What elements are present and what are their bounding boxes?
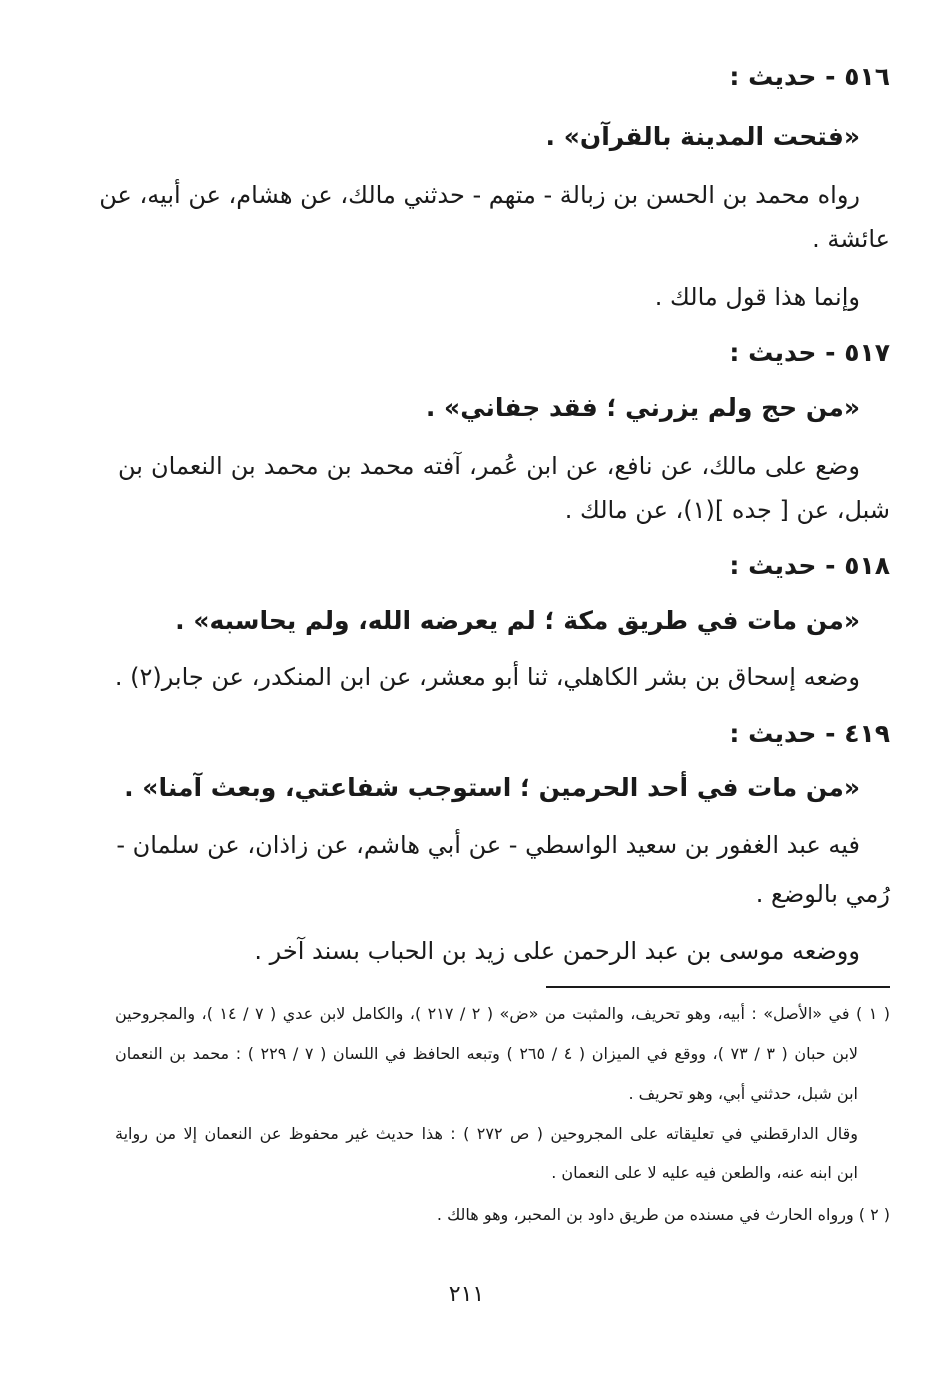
hadith-518-narration-line-1: وضعه إسحاق بن بشر الكاهلي، ثنا أبو معشر، عن ابن المنكدر، عن جابر(٢) . — [114, 663, 860, 691]
hadith-519-comment: ووضعه موسى بن عبد الرحمن على زيد بن الحباب بسند آخر . — [254, 937, 860, 965]
hadith-519-narration-line-2: رُمي بالوضع . — [755, 880, 890, 908]
hadith-516-narration-line-1: رواه محمد بن الحسن بن زبالة - متهم - حدثني مالك، عن هشام، عن أبيه، عن — [99, 181, 860, 209]
hadith-519-heading: ٤١٩ - حديث : — [729, 719, 890, 748]
footnote-1-line-2: لابن حبان ( ٣ / ٧٣ )، ووقع في الميزان ( ٤ / ٢٦٥ ) وتبعه الحافظ في اللسان ( ٧ / ٢٢٩ ) : محمد بن النعمان — [115, 1044, 859, 1063]
hadith-517-narration-line-2: شبل، عن [ جده ](١)، عن مالك . — [564, 496, 890, 524]
footnote-1-line-4: وقال الدارقطني في تعليقاته على المجروحين ( ص ٢٧٢ ) : هذا حديث غير محفوظ عن النعمان إلا من رواية — [115, 1124, 858, 1143]
hadith-516-heading: ٥١٦ - حديث : — [729, 62, 890, 91]
hadith-516-comment: وإنما هذا قول مالك . — [654, 283, 860, 311]
hadith-518-heading: ٥١٨ - حديث : — [729, 551, 890, 580]
footnote-1-line-3: ابن شبل، حدثني أبي، وهو تحريف . — [628, 1084, 858, 1103]
hadith-517-heading: ٥١٧ - حديث : — [729, 338, 890, 367]
footnote-1-line-1: ( ١ ) في «الأصل» : أبيه، وهو تحريف، والمثبت من «ض» ( ٢ / ٢١٧ )، والكامل لابن عدي ( ٧ / ١٤ )، والمجروحين — [115, 1004, 891, 1023]
footnote-separator — [546, 986, 890, 988]
hadith-518-text: «من مات في طريق مكة ؛ لم يعرضه الله، ولم يحاسبه» . — [175, 606, 860, 635]
hadith-519-narration-line-1: فيه عبد الغفور بن سعيد الواسطي - عن أبي هاشم، عن زاذان، عن سلمان - — [116, 831, 860, 859]
hadith-519-text: «من مات في أحد الحرمين ؛ استوجب شفاعتي، وبعث آمنا» . — [124, 773, 860, 802]
hadith-517-narration-line-1: وضع على مالك، عن نافع، عن ابن عُمر، آفته محمد بن محمد بن النعمان بن — [118, 452, 860, 480]
footnote-1-line-5: ابن ابنه عنه، والطعن فيه عليه لا على النعمان . — [551, 1163, 858, 1182]
hadith-516-text: «فتحت المدينة بالقرآن» . — [545, 122, 860, 151]
footnote-2-line-1: ( ٢ ) ورواه الحارث في مسنده من طريق داود بن المحبر، وهو هالك . — [436, 1205, 890, 1224]
hadith-517-text: «من حج ولم يزرني ؛ فقد جفاني» . — [425, 393, 860, 422]
page-number: ٢١١ — [448, 1282, 485, 1307]
hadith-516-narration-line-2: عائشة . — [812, 225, 890, 253]
